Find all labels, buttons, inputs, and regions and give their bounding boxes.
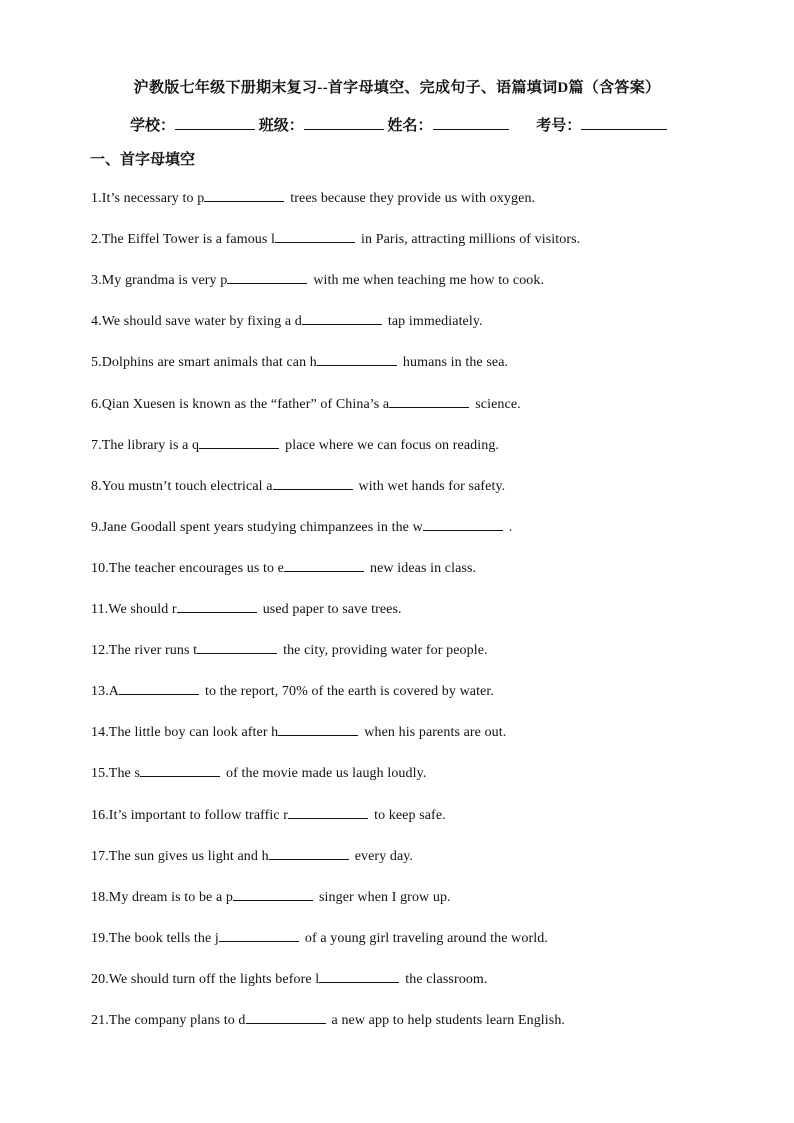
document-title: 沪教版七年级下册期末复习--首字母填空、完成句子、语篇填词D篇（含答案） bbox=[133, 80, 661, 96]
question-text-before: 6.Qian Xuesen is known as the “father” of China’s a bbox=[91, 396, 390, 412]
question-item bbox=[91, 189, 535, 207]
question-text-before: 9.Jane Goodall spent years studying chimpanzees in the w bbox=[91, 519, 423, 535]
exam-number-label: 考号： bbox=[536, 118, 582, 134]
question-text-after: of a young girl traveling around the world. bbox=[304, 930, 548, 946]
question-text-before: 4.We should save water by fixing a d bbox=[91, 314, 302, 330]
question-item bbox=[91, 970, 488, 988]
question-item bbox=[91, 271, 544, 289]
question-item bbox=[91, 682, 494, 700]
answer-blank[interactable] bbox=[278, 723, 358, 736]
name-label: 姓名： bbox=[387, 118, 433, 134]
question-item bbox=[91, 353, 508, 371]
question-text-before: 3.My grandma is very p bbox=[91, 273, 228, 289]
question-text-after: tap immediately. bbox=[387, 314, 483, 330]
question-text-before: 21.The company plans to d bbox=[91, 1013, 246, 1028]
question-text-after: place where we can focus on reading. bbox=[285, 437, 500, 453]
student-info-line bbox=[130, 114, 667, 135]
name-field bbox=[388, 114, 509, 135]
question-text-after: with wet hands for safety. bbox=[358, 478, 506, 494]
question-text-before: 14.The little boy can look after h bbox=[91, 725, 279, 741]
question-item bbox=[91, 477, 505, 495]
answer-blank[interactable] bbox=[288, 806, 368, 819]
question-text-after: to the report, 70% of the earth is covered by water. bbox=[205, 684, 495, 700]
answer-blank[interactable] bbox=[319, 970, 399, 983]
school-field bbox=[130, 114, 255, 135]
answer-blank[interactable] bbox=[389, 395, 469, 408]
question-item bbox=[91, 395, 521, 413]
question-item bbox=[91, 1011, 565, 1029]
class-label: 班级： bbox=[258, 118, 304, 134]
answer-blank[interactable] bbox=[273, 477, 353, 490]
question-text-before: 12.The river runs t bbox=[91, 643, 198, 659]
question-item bbox=[91, 518, 512, 536]
question-text-after: trees because they provide us with oxygen. bbox=[290, 191, 536, 206]
answer-blank[interactable] bbox=[317, 353, 397, 366]
question-text-after: the city, providing water for people. bbox=[283, 643, 488, 659]
question-text-before: 15.The s bbox=[91, 766, 141, 782]
answer-blank[interactable] bbox=[233, 888, 313, 901]
question-text-before: 7.The library is a q bbox=[91, 437, 200, 453]
question-item bbox=[91, 559, 476, 577]
school-blank[interactable] bbox=[175, 115, 255, 130]
question-text-after: . bbox=[508, 519, 513, 535]
question-text-after: a new app to help students learn English. bbox=[331, 1013, 566, 1028]
question-text-before: 11.We should r bbox=[91, 602, 177, 617]
question-text-before: 1.It’s necessary to p bbox=[91, 191, 205, 206]
question-text-before: 8.You mustn’t touch electrical a bbox=[91, 478, 273, 494]
answer-blank[interactable] bbox=[246, 1011, 326, 1024]
question-item bbox=[91, 929, 548, 947]
question-text-before: 13.A bbox=[91, 684, 120, 700]
question-text-after: used paper to save trees. bbox=[262, 602, 402, 617]
answer-blank[interactable] bbox=[284, 559, 364, 572]
school-label: 学校： bbox=[130, 118, 176, 134]
answer-blank[interactable] bbox=[197, 641, 277, 654]
question-text-after: humans in the sea. bbox=[402, 355, 509, 371]
question-text-after: science. bbox=[475, 396, 521, 412]
answer-blank[interactable] bbox=[177, 600, 257, 613]
exam-number-blank[interactable] bbox=[581, 115, 667, 130]
answer-blank[interactable] bbox=[219, 929, 299, 942]
question-text-before: 5.Dolphins are smart animals that can h bbox=[91, 355, 317, 371]
exam-number-field bbox=[536, 114, 667, 135]
answer-blank[interactable] bbox=[199, 436, 279, 449]
question-text-after: in Paris, attracting millions of visitors. bbox=[361, 232, 581, 248]
class-field bbox=[259, 114, 384, 135]
question-text-after: the classroom. bbox=[405, 971, 488, 987]
question-text-after: to keep safe. bbox=[374, 807, 446, 823]
question-text-after: new ideas in class. bbox=[370, 560, 477, 576]
answer-blank[interactable] bbox=[423, 518, 503, 531]
question-item bbox=[91, 600, 402, 618]
question-text-after: of the movie made us laugh loudly. bbox=[226, 766, 427, 782]
question-item bbox=[91, 888, 451, 906]
name-blank[interactable] bbox=[433, 115, 509, 130]
question-text-after: when his parents are out. bbox=[364, 725, 507, 741]
question-text-after: singer when I grow up. bbox=[318, 889, 451, 905]
question-item bbox=[91, 847, 413, 865]
question-text-before: 10.The teacher encourages us to e bbox=[91, 560, 284, 576]
answer-blank[interactable] bbox=[302, 312, 382, 325]
section-heading: 一、首字母填空 bbox=[90, 152, 196, 168]
class-blank[interactable] bbox=[304, 115, 384, 130]
question-text-before: 2.The Eiffel Tower is a famous l bbox=[91, 232, 276, 248]
answer-blank[interactable] bbox=[119, 682, 199, 695]
question-item bbox=[91, 312, 483, 330]
question-item bbox=[91, 764, 426, 782]
answer-blank[interactable] bbox=[140, 764, 220, 777]
question-text-before: 18.My dream is to be a p bbox=[91, 889, 233, 905]
question-item bbox=[91, 806, 446, 824]
question-text-after: every day. bbox=[354, 848, 414, 864]
question-text-before: 19.The book tells the j bbox=[91, 930, 219, 946]
answer-blank[interactable] bbox=[275, 230, 355, 243]
question-text-before: 17.The sun gives us light and h bbox=[91, 848, 269, 864]
question-text-after: with me when teaching me how to cook. bbox=[313, 273, 545, 289]
question-item bbox=[91, 641, 488, 659]
question-item bbox=[91, 723, 506, 741]
answer-blank[interactable] bbox=[269, 847, 349, 860]
question-item bbox=[91, 436, 499, 454]
question-text-before: 16.It’s important to follow traffic r bbox=[91, 807, 289, 823]
question-item bbox=[91, 230, 580, 248]
question-text-before: 20.We should turn off the lights before l bbox=[91, 971, 320, 987]
answer-blank[interactable] bbox=[204, 189, 284, 202]
answer-blank[interactable] bbox=[227, 271, 307, 284]
